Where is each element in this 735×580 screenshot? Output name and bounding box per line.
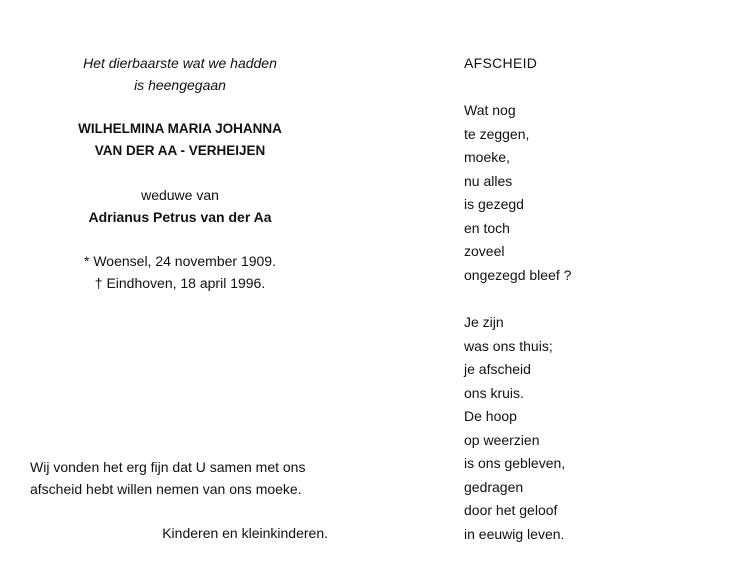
birth-date: * Woensel, 24 november 1909.: [84, 253, 276, 269]
poem-stanza-2: [464, 311, 724, 546]
deceased-name: [0, 118, 360, 162]
poem-line: op weerzien: [464, 431, 540, 448]
thanks-line: Wij vonden het erg fijn dat U samen met ons: [30, 459, 306, 475]
poem: [464, 52, 724, 546]
thanks-line: afscheid hebt willen nemen van ons moeke.: [30, 481, 302, 497]
death-date: † Eindhoven, 18 april 1996.: [94, 275, 266, 291]
deceased-name-line: WILHELMINA MARIA JOHANNA: [78, 121, 282, 136]
intro-verse: [0, 52, 360, 96]
signature: Kinderen en kleinkinderen.: [162, 525, 328, 541]
intro-line: is heengegaan: [134, 77, 226, 93]
poem-line: door het geloof: [464, 502, 558, 518]
poem-line: gedragen: [464, 478, 524, 495]
spouse-name: Adrianus Petrus van der Aa: [88, 209, 272, 225]
poem-line: Wat nog: [464, 102, 516, 118]
poem-line: is ons gebleven,: [464, 455, 566, 471]
deceased-name-line: VAN DER AA - VERHEIJEN: [94, 143, 266, 158]
poem-line: je afscheid: [464, 361, 531, 377]
poem-line: en toch: [464, 219, 510, 236]
poem-line: Je zijn: [464, 314, 504, 330]
widow-label: weduwe van: [141, 187, 219, 203]
poem-line: ongezegd bleef ?: [464, 266, 572, 283]
poem-line: ons kruis.: [464, 384, 524, 401]
thanks-message: [30, 456, 350, 500]
poem-line: te zeggen,: [464, 125, 530, 142]
memorial-card-left: [0, 0, 360, 580]
poem-line: zoveel: [464, 243, 505, 259]
poem-line: moeke,: [464, 149, 510, 165]
poem-line: nu alles: [464, 172, 513, 189]
intro-line: Het dierbaarste wat we hadden: [83, 55, 277, 71]
poem-line: is gezegd: [464, 196, 524, 212]
poem-line: was ons thuis;: [464, 337, 553, 354]
poem-title: AFSCHEID: [464, 55, 538, 71]
life-dates: [0, 250, 360, 294]
widow-of: [0, 184, 360, 228]
poem-line: De hoop: [464, 408, 517, 424]
poem-line: in eeuwig leven.: [464, 525, 565, 542]
poem-stanza-1: [464, 99, 724, 287]
